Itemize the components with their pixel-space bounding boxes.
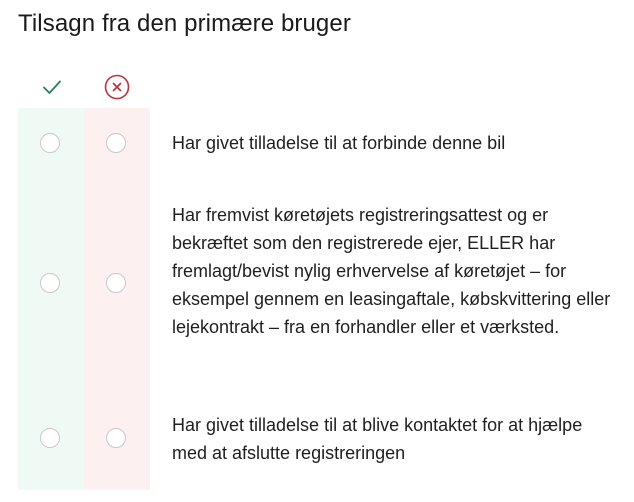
statement-3-text: Har givet tilladelse til at blive kontaktet for at hjælpe med at afslutte registreringen (172, 415, 583, 463)
page-title: Tilsagn fra den primære bruger (18, 10, 351, 37)
statement-3-no-radio[interactable] (106, 428, 126, 448)
statement-1-text: Har givet tilladelse til at forbinde denne bil (172, 133, 506, 153)
circle-x-icon (104, 74, 130, 100)
statement-2-text: Har fremvist køretøjets registreringsattest og er bekræftet som den registrerede ejer, ELLER har fremlagt/bevist nylig erhvervelse af køretøjet – for eksempel gennem en leasingaftale, købskvittering eller lejekontrakt – fra en forhandler eller et værksted. (172, 205, 611, 337)
statement-2-no-radio[interactable] (106, 273, 126, 293)
statement-2-yes-radio[interactable] (40, 273, 60, 293)
statement-1-yes-radio[interactable] (40, 133, 60, 153)
statement-1-no-radio[interactable] (106, 133, 126, 153)
check-icon (39, 74, 65, 100)
statement-3-yes-radio[interactable] (40, 428, 60, 448)
